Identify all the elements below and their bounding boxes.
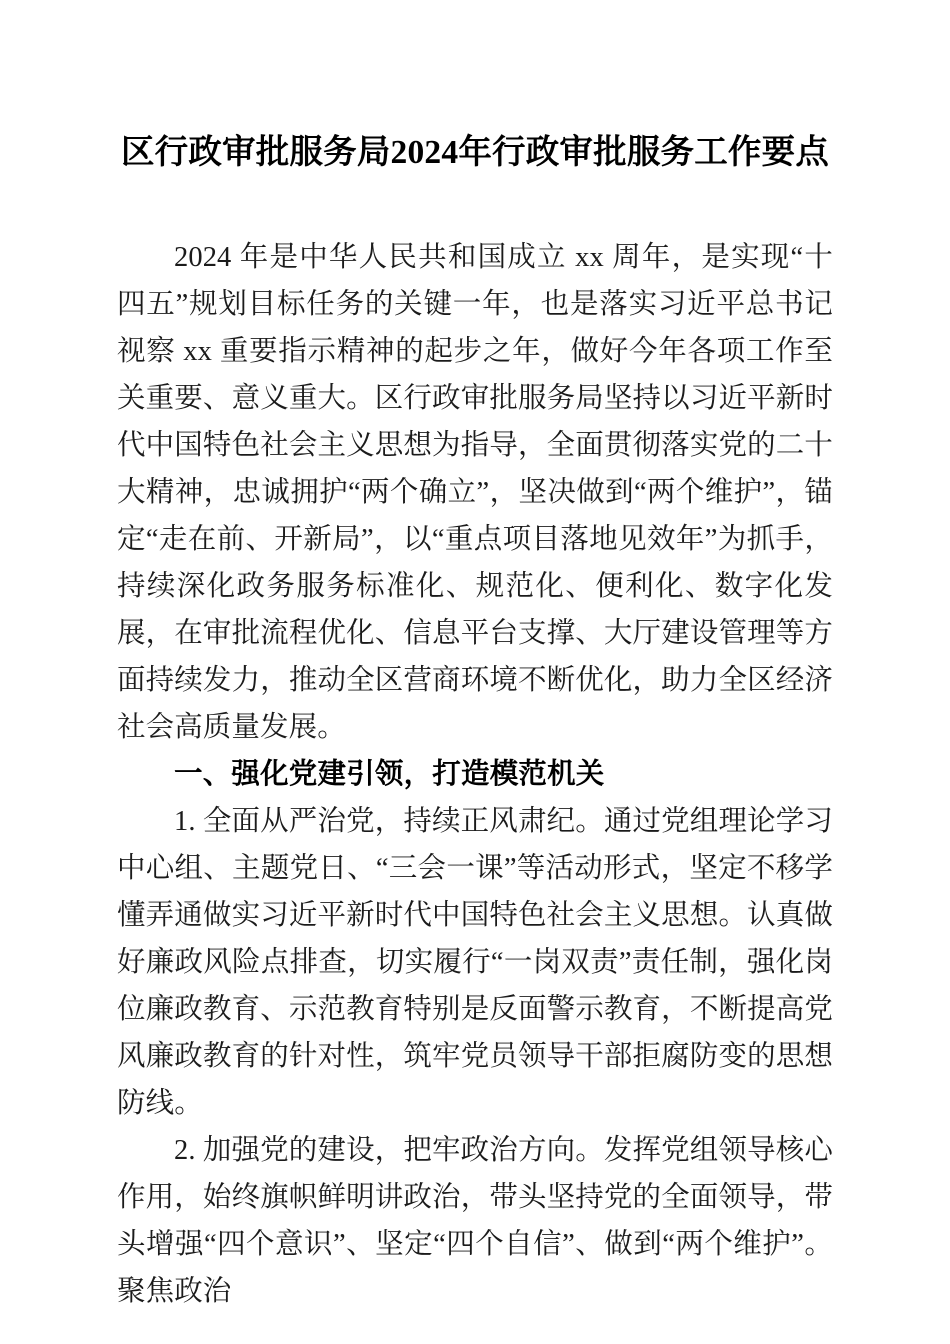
paragraph-item-1: 1. 全面从严治党，持续正风肃纪。通过党组理论学习中心组、主题党日、“三会一课”等活动形式，坚定不移学懂弄通做实习近平新时代中国特色社会主义思想。认真做好廉政风险点排查，切实履行“一岗双责”责任制，强化岗位廉政教育、示范教育特别是反面警示教育，不断提高党风廉政教育的针对性，筑牢党员领导干部拒腐防变的思想防线。 bbox=[117, 806, 833, 1119]
page-title: 区行政审批服务局2024年行政审批服务工作要点 bbox=[120, 134, 830, 171]
section-heading-1: 一、强化党建引领，打造模范机关 bbox=[174, 758, 605, 790]
paragraph-item-2: 2. 加强党的建设，把牢政治方向。发挥党组领导核心作用，始终旗帜鲜明讲政治，带头坚持党的全面领导，带头增强“四个意识”、坚定“四个自信”、做到“两个维护”。聚焦政治 bbox=[117, 1135, 833, 1307]
paragraph-intro: 2024 年是中华人民共和国成立 xx 周年，是实现“十四五”规划目标任务的关键一年，也是落实习近平总书记视察 xx 重要指示精神的起步之年，做好今年各项工作至关重要、意义重大。区行政审批服务局坚持以习近平新时代中国特色社会主义思想为指导，全面贯彻落实党的二十大精神，忠诚拥护“两个确立”，坚决做到“两个维护”，锚定“走在前、开新局”，以“重点项目落地见效年”为抓手，持续深化政务服务标准化、规范化、便利化、数字化发展，在审批流程优化、信息平台支撑、大厅建设管理等方面持续发力，推动全区营商环境不断优化，助力全区经济社会高质量发展。 bbox=[117, 242, 833, 743]
document-content bbox=[117, 0, 833, 1315]
